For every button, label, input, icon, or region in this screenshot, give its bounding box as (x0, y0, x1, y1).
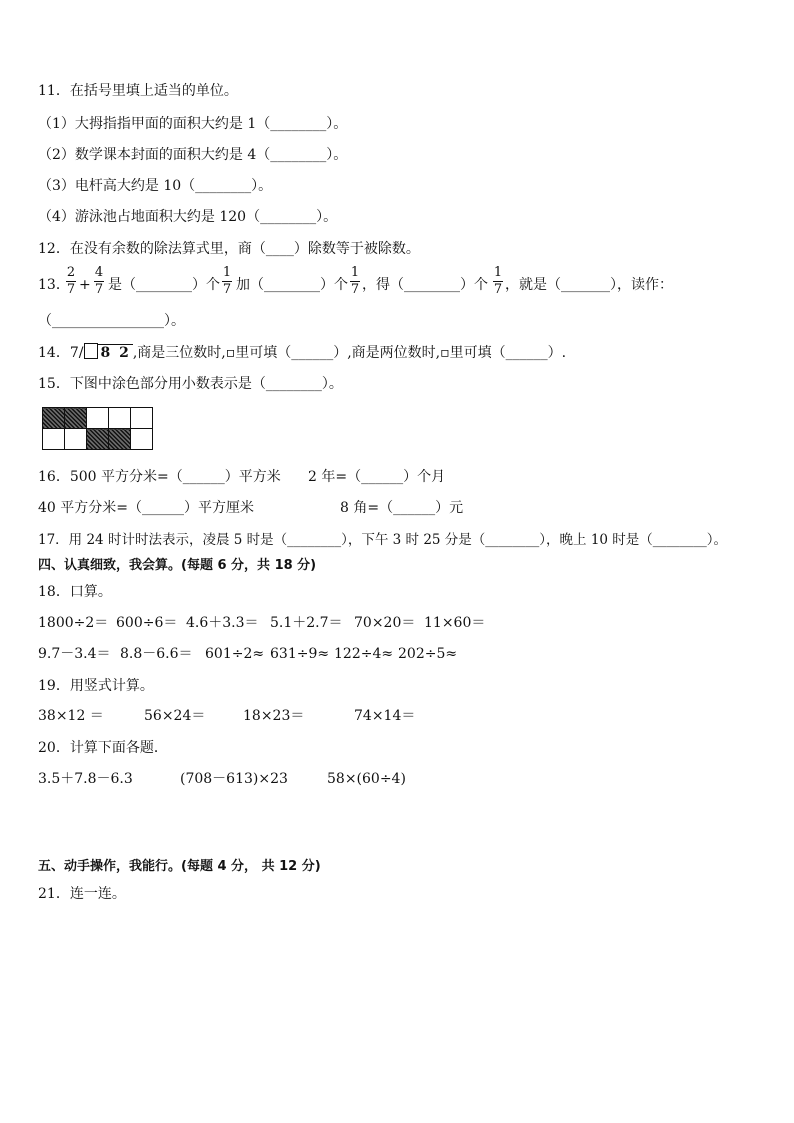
q19-item-1: 38×12 ＝ (38, 708, 104, 724)
q13-fraction-5 (493, 266, 503, 297)
q13-fraction-1 (66, 266, 76, 297)
q14-division-slash: / (78, 345, 84, 361)
q18-expr-2-5: 122÷4≈ (334, 646, 394, 662)
grid-cell-empty (65, 429, 87, 450)
q13-number: 13． (38, 277, 70, 293)
q18-expr-1-2: 600÷6＝ (116, 615, 178, 631)
q15-text: 15．下图中涂色部分用小数表示是（________）。 (38, 376, 343, 392)
fraction-denominator: 7 (66, 282, 76, 297)
q21-title: 21．连一连。 (38, 886, 126, 902)
q15-shaded-grid (42, 407, 153, 450)
fraction-numerator: 1 (493, 265, 503, 280)
q11-item-2: （2）数学课本封面的面积大约是 4（________）。 (38, 147, 348, 163)
q16-item-a: 16．500 平方分米=（______）平方米 (38, 469, 281, 485)
fraction-numerator: 1 (350, 265, 360, 280)
q12-text: 12．在没有余数的除法算式里，商（____）除数等于被除数。 (38, 241, 420, 257)
grid-cell-shaded (109, 429, 131, 450)
fraction-numerator: 2 (66, 265, 76, 280)
q11-item-1: （1）大拇指指甲面的面积大约是 1（________）。 (38, 116, 348, 132)
grid-row (43, 408, 153, 429)
q11-item-3: （3）电杆高大约是 10（________）。 (38, 178, 273, 194)
q14-text (38, 343, 566, 362)
q13-fraction-2 (94, 266, 104, 297)
fraction-numerator: 1 (222, 265, 232, 280)
q19-item-4: 74×14＝ (354, 708, 416, 724)
q18-expr-1-6: 11×60＝ (424, 615, 486, 631)
q16-item-c: 40 平方分米=（______）平方厘米 (38, 500, 254, 516)
grid-cell-empty (87, 408, 109, 429)
grid-cell-shaded (43, 408, 65, 429)
q20-item-1: 3.5＋7.8－6.3 (38, 771, 133, 787)
grid-cell-shaded (87, 429, 109, 450)
q13-segment-3: ，得（________）个 (362, 277, 488, 293)
q19-title: 19．用竖式计算。 (38, 678, 154, 694)
grid-cell-empty (109, 408, 131, 429)
q13-fraction-4 (350, 266, 360, 297)
fraction-denominator: 7 (493, 282, 503, 297)
fraction-denominator: 7 (350, 282, 360, 297)
q18-title: 18．口算。 (38, 584, 112, 600)
q13-fraction-3 (222, 266, 232, 297)
fraction-numerator: 4 (94, 265, 104, 280)
q13-segment-4: ，就是（_______），读作： (505, 277, 673, 293)
grid-cell-empty (131, 408, 153, 429)
q18-expr-1-5: 70×20＝ (354, 615, 416, 631)
q14-dividend: 8 2 (100, 345, 131, 361)
q17-text: 17．用 24 时计时法表示，凌晨 5 时是（________），下午 3 时 25 分是（________），晚上 10 时是（________）。 (38, 532, 728, 548)
q19-item-2: 56×24＝ (144, 708, 206, 724)
q18-expr-2-6: 202÷5≈ (398, 646, 458, 662)
fraction-denominator: 7 (94, 282, 104, 297)
q13-segment-1: 是（________）个 (108, 277, 220, 293)
fraction-denominator: 7 (222, 282, 232, 297)
q13-line-2: （________________）。 (38, 313, 185, 329)
q20-title: 20．计算下面各题． (38, 740, 168, 756)
section-5-title: 五、动手操作，我能行。(每题 4 分， 共 12 分) (38, 859, 321, 874)
q19-item-3: 18×23＝ (243, 708, 305, 724)
grid-cell-empty (131, 429, 153, 450)
q20-item-2: (708－613)×23 (180, 771, 288, 787)
q18-expr-2-4: 631÷9≈ (270, 646, 330, 662)
q18-expr-1-3: 4.6＋3.3＝ (186, 615, 259, 631)
q18-expr-1-4: 5.1＋2.7＝ (270, 615, 343, 631)
grid-cell-shaded (65, 408, 87, 429)
q13-segment-2: 加（________）个 (236, 277, 348, 293)
grid-cell-empty (43, 429, 65, 450)
q18-expr-2-1: 9.7－3.4＝ (38, 646, 111, 662)
q14-prefix: 14．7 (38, 345, 79, 361)
q13-plus: + (79, 277, 91, 293)
grid-row (43, 429, 153, 450)
section-4-title: 四、认真细致，我会算。(每题 6 分，共 18 分) (38, 558, 317, 573)
q14-blank-box (84, 343, 98, 359)
q18-expr-2-3: 601÷2≈ (205, 646, 265, 662)
q20-item-3: 58×(60÷4) (327, 771, 406, 787)
q16-item-d: 8 角=（______）元 (340, 500, 464, 516)
q11-title: 11．在括号里填上适当的单位。 (38, 83, 238, 99)
q18-expr-1-1: 1800÷2＝ (38, 615, 109, 631)
q11-item-4: （4）游泳池占地面积大约是 120（________）。 (38, 209, 338, 225)
q16-item-b: 2 年=（______）个月 (308, 469, 446, 485)
q14-rest: ,商是三位数时,▫里可填（______）,商是两位数时,▫里可填（______）. (132, 345, 567, 361)
q18-expr-2-2: 8.8－6.6＝ (120, 646, 193, 662)
